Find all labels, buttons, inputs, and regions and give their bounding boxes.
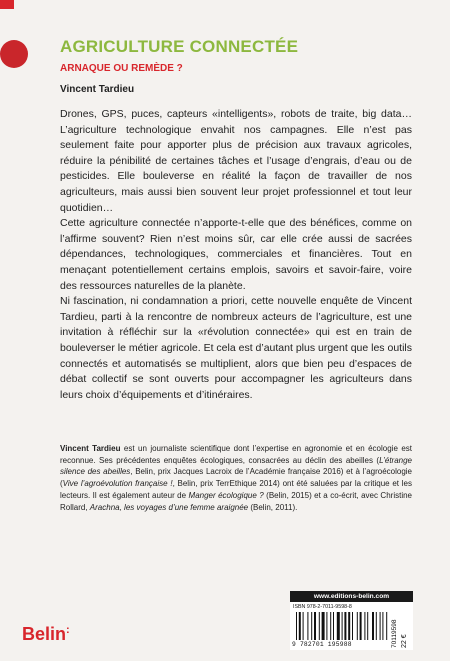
side-code: 70119598 [391, 619, 398, 648]
bio-text: , Belin, prix TerrEthique 2014) ont été saluées par la critique et les lecteurs. Il est également auteur de [60, 479, 412, 500]
bio-book-title: L’étrange silence des abeilles [60, 455, 412, 477]
bio-author-name: Vincent Tardieu [60, 444, 121, 453]
bio-text: est un journaliste scientifique dont l’expertise en agronomie et en écologie est reconnue. Ses précédentes enquêtes écologiques, consacrées au déclin des abeilles ( [60, 444, 412, 465]
publisher-logo: Belin: [22, 624, 70, 644]
price: 22 € [401, 634, 408, 648]
blurb-paragraph: Cette agriculture connectée n’apporte-t-elle que des bénéfices, comme on l’affirme souvent? Rien n’est moins sûr, car elle crée aussi de sacrées dépendances, technologiques, commerciales et financières. Tout en menaçant potentiellement certains emplois, savoirs et savoir-faire, voire des ressources naturelles de la planète. [60, 217, 412, 292]
book-subtitle: ARNAQUE OU REMÈDE ? [60, 63, 183, 74]
red-circle-decoration [0, 40, 28, 68]
barcode-digits: 9 782701 195988 [292, 641, 352, 648]
bio-book-title: Arachna, les voyages d’une femme araignée [89, 502, 249, 512]
author-bio [60, 443, 412, 513]
barcode-icon [294, 612, 390, 640]
publisher-website: www.editions-belin.com [290, 591, 413, 602]
isbn-label: ISBN 978-2-7011-9598-8 [293, 604, 352, 610]
blurb [60, 107, 412, 403]
bio-text: , Belin, prix Jacques Lacroix de l’Académie française 2016) et à l’agroécologie ( [60, 467, 413, 489]
blurb-paragraph: Ni fascination, ni condamnation a priori, cette nouvelle enquête de Vincent Tardieu, parti à la rencontre de nombreux acteurs de l’agriculture, est une invitation à réfléchir sur la «révolution connectée» qui est en train de bouleverser le métier agricole. Et cela est d’autant plus urgent que les outils connectés et automatisés se multiplient, alors que bien peu d’espaces de débat collectif se sont ouverts pour accompagner les agriculteurs dans leurs choix d’équipements et d’itinéraires. [60, 295, 412, 401]
book-title: AGRICULTURE CONNECTÉE [60, 37, 299, 56]
corner-mark [0, 0, 14, 9]
bio-text: (Belin, 2015) et a co-écrit, avec Christine Rollard, [60, 490, 413, 512]
bio-book-title: Vive l’agroévolution française ! [62, 479, 173, 489]
publisher-name: Belin [22, 624, 67, 644]
bio-book-title: Manger écologique ? [188, 490, 264, 500]
bio-text: (Belin, 2011). [248, 502, 298, 512]
author-name: Vincent Tardieu [60, 84, 135, 95]
blurb-paragraph: Drones, GPS, puces, capteurs «intelligents», robots de traite, big data… L’agriculture technologique envahit nos campagnes. Elle n’est pas seulement faite pour apporter plus de précision aux travaux agricoles, réduire la pénibilité de certaines tâches et l’usage d’engrais, d’eau ou de pesticides. Elle bouleverse en réalité la façon de travailler de nos agriculteurs, mais aussi bien souvent leur projet professionnel et tout leur quotidien… [60, 108, 412, 214]
barcode-panel [290, 602, 413, 650]
